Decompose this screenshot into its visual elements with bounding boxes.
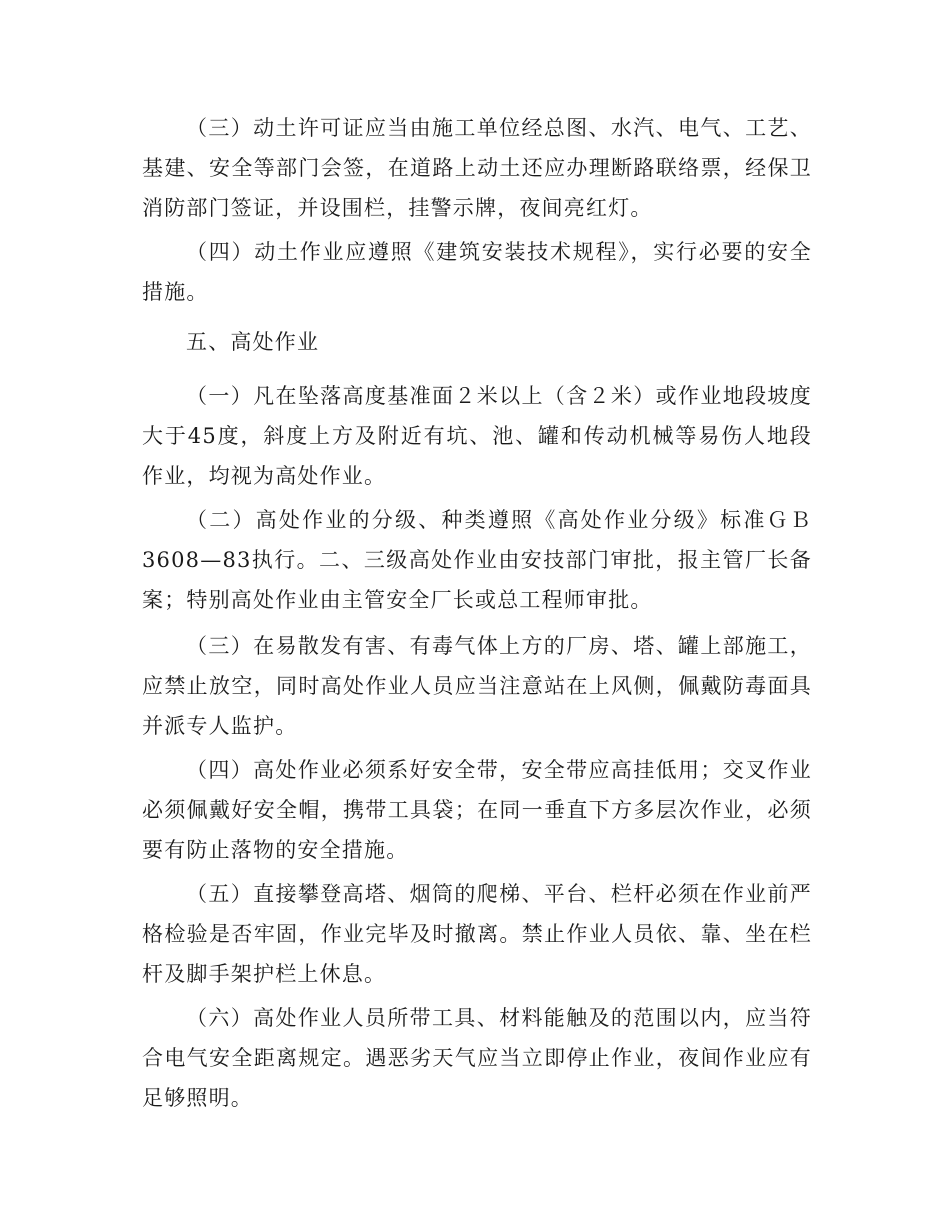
paragraph-excavation-permit: （三）动土许可证应当由施工单位经总图、水汽、电气、工艺、基建、安全等部门会签，在道路上动土还应办理断路联络票，经保卫消防部门签证，并设围栏，挂警示牌，夜间亮红灯。 xyxy=(142,116,812,220)
paragraph-tools-weather: （六）高处作业人员所带工具、材料能触及的范围以内，应当符合电气安全距离规定。遇恶劣天气应当立即停止作业，夜间作业应有足够照明。 xyxy=(142,1006,812,1110)
paragraph-safety-belt: （四）高处作业必须系好安全带，安全带应高挂低用；交叉作业必须佩戴好安全帽，携带工具袋；在同一垂直下方多层次作业，必须要有防止落物的安全措施。 xyxy=(142,758,812,862)
paragraph-height-definition: （一）凡在坠落高度基准面２米以上（含２米）或作业地段坡度大于45度，斜度上方及附近有坑、池、罐和传动机械等易伤人地段作业，均视为高处作业。 xyxy=(142,384,812,488)
paragraph-ladder-inspection: （五）直接攀登高塔、烟筒的爬梯、平台、栏杆必须在作业前严格检验是否牢固，作业完毕及时撤离。禁止作业人员依、靠、坐在栏杆及脚手架护栏上休息。 xyxy=(142,882,812,986)
paragraph-toxic-gas-precaution: （三）在易散发有害、有毒气体上方的厂房、塔、罐上部施工，应禁止放空，同时高处作业人员应当注意站在上风侧，佩戴防毒面具并派专人监护。 xyxy=(142,634,812,738)
paragraph-excavation-safety: （四）动土作业应遵照《建筑安装技术规程》，实行必要的安全措施。 xyxy=(142,240,812,304)
paragraph-height-classification: （二）高处作业的分级、种类遵照《高处作业分级》标准ＧＢ 3608—83执行。二、三级高处作业由安技部门审批，报主管厂长备案；特别高处作业由主管安全厂长或总工程师审批。 xyxy=(142,508,812,612)
section-heading-work-at-height: 五、高处作业 xyxy=(186,330,320,354)
